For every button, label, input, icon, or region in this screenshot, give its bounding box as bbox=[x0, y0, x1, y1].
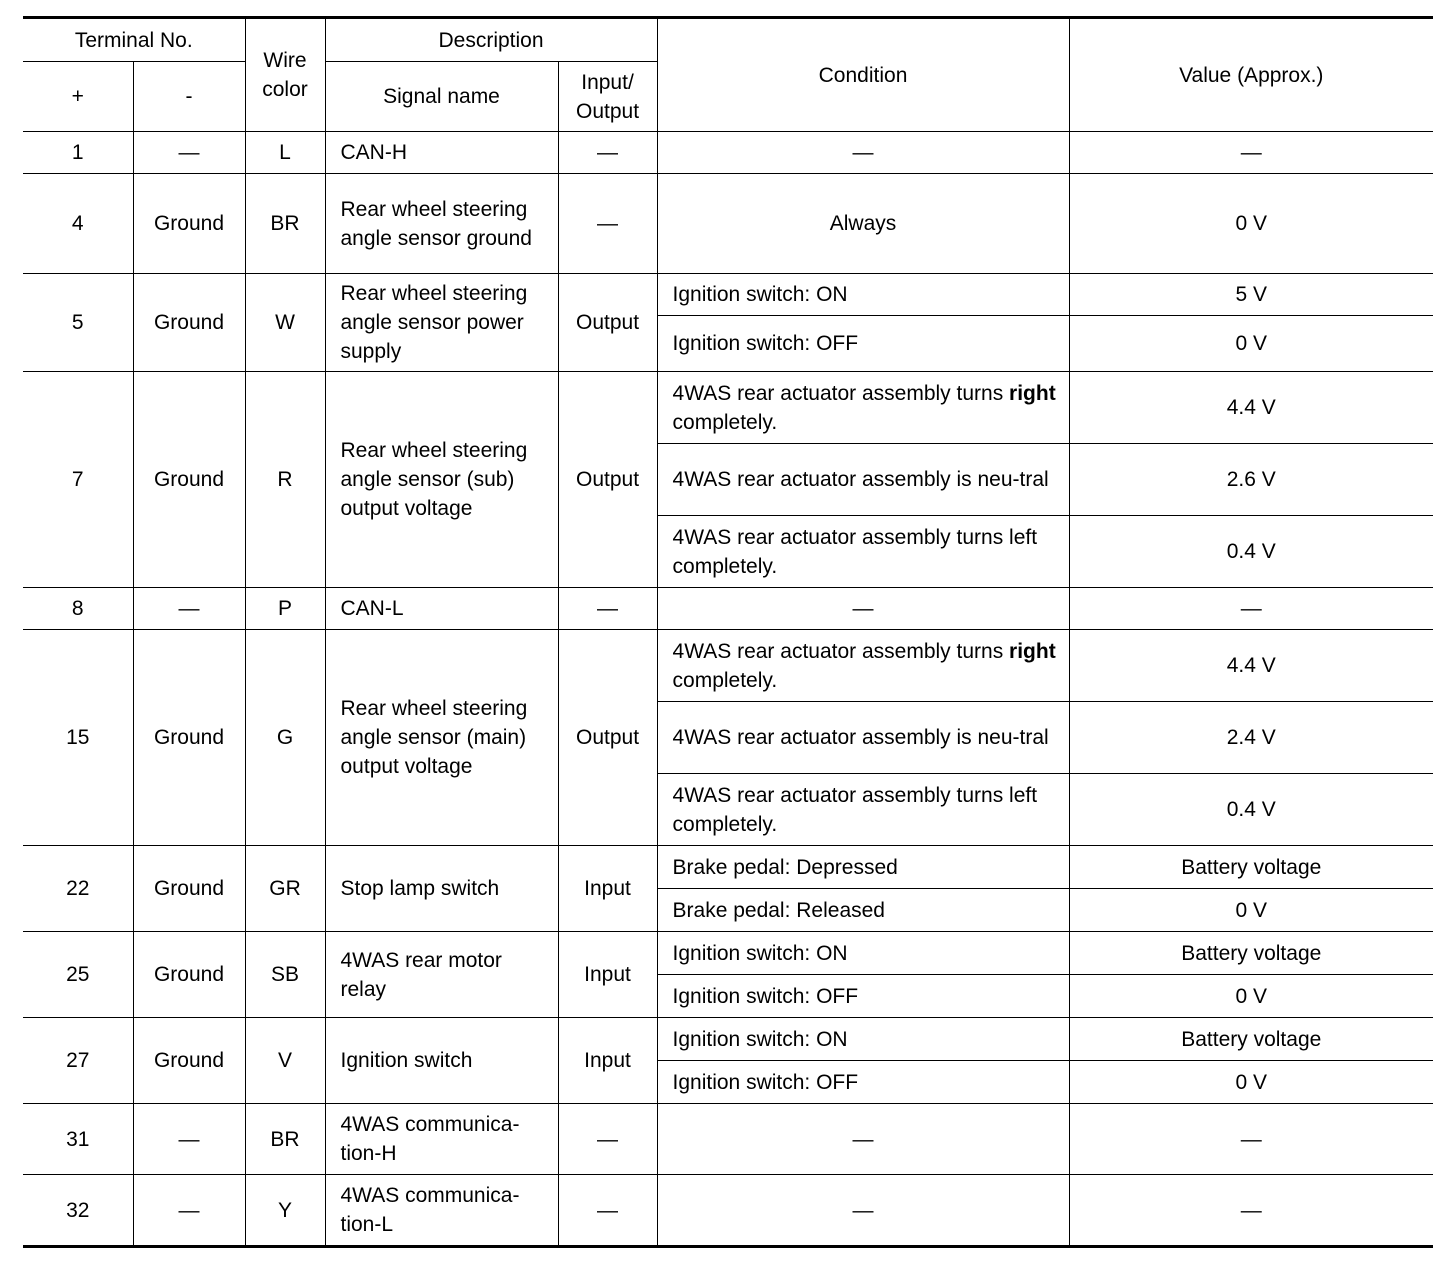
signal-name: Ignition switch bbox=[325, 1018, 558, 1104]
terminal-plus: 25 bbox=[23, 932, 133, 1018]
condition: — bbox=[657, 132, 1069, 174]
wire-color: G bbox=[245, 630, 325, 846]
table-header bbox=[23, 18, 1433, 132]
condition: 4WAS rear actuator assembly turns left completely. bbox=[657, 516, 1069, 588]
value: Battery voltage bbox=[1069, 1018, 1433, 1061]
condition: — bbox=[657, 588, 1069, 630]
table-row bbox=[23, 1104, 1433, 1175]
condition: Ignition switch: ON bbox=[657, 274, 1069, 316]
input-output: — bbox=[558, 1104, 657, 1175]
condition: Ignition switch: OFF bbox=[657, 1061, 1069, 1104]
terminal-minus: Ground bbox=[133, 1018, 245, 1104]
value: 4.4 V bbox=[1069, 372, 1433, 444]
value: 0 V bbox=[1069, 1061, 1433, 1104]
terminal-minus: Ground bbox=[133, 846, 245, 932]
condition: Ignition switch: ON bbox=[657, 932, 1069, 975]
wire-color: V bbox=[245, 1018, 325, 1104]
signal-name: 4WAS rear motor relay bbox=[325, 932, 558, 1018]
condition: Ignition switch: OFF bbox=[657, 975, 1069, 1018]
wire-color: SB bbox=[245, 932, 325, 1018]
wire-color: L bbox=[245, 132, 325, 174]
terminal-minus: — bbox=[133, 132, 245, 174]
input-output: — bbox=[558, 132, 657, 174]
condition: Ignition switch: OFF bbox=[657, 316, 1069, 372]
table-row bbox=[23, 1175, 1433, 1247]
value: Battery voltage bbox=[1069, 932, 1433, 975]
condition: Brake pedal: Depressed bbox=[657, 846, 1069, 889]
wire-color: BR bbox=[245, 174, 325, 274]
condition: 4WAS rear actuator assembly is neu-tral bbox=[657, 702, 1069, 774]
value: 2.6 V bbox=[1069, 444, 1433, 516]
wire-color: BR bbox=[245, 1104, 325, 1175]
input-output: Output bbox=[558, 630, 657, 846]
terminal-plus: 5 bbox=[23, 274, 133, 372]
terminal-plus: 1 bbox=[23, 132, 133, 174]
terminal-minus: Ground bbox=[133, 174, 245, 274]
header-wire-color: Wire color bbox=[245, 18, 325, 132]
input-output: Input bbox=[558, 1018, 657, 1104]
header-input-output: Input/ Output bbox=[558, 62, 657, 132]
input-output: Output bbox=[558, 372, 657, 588]
wire-color: Y bbox=[245, 1175, 325, 1247]
header-condition: Condition bbox=[657, 18, 1069, 132]
terminal-plus: 15 bbox=[23, 630, 133, 846]
value: 2.4 V bbox=[1069, 702, 1433, 774]
wire-color: GR bbox=[245, 846, 325, 932]
input-output: Input bbox=[558, 932, 657, 1018]
terminal-minus: Ground bbox=[133, 630, 245, 846]
terminal-plus: 27 bbox=[23, 1018, 133, 1104]
header-minus: - bbox=[133, 62, 245, 132]
signal-name: Rear wheel steering angle sensor (sub) output voltage bbox=[325, 372, 558, 588]
condition: — bbox=[657, 1175, 1069, 1247]
value: 0 V bbox=[1069, 174, 1433, 274]
signal-name: Stop lamp switch bbox=[325, 846, 558, 932]
value: Battery voltage bbox=[1069, 846, 1433, 889]
table-row bbox=[23, 630, 1433, 702]
wire-color: W bbox=[245, 274, 325, 372]
terminal-plus: 31 bbox=[23, 1104, 133, 1175]
table-row bbox=[23, 174, 1433, 274]
value: 0.4 V bbox=[1069, 516, 1433, 588]
condition: Always bbox=[657, 174, 1069, 274]
table-row bbox=[23, 132, 1433, 174]
table-row bbox=[23, 932, 1433, 975]
header-value: Value (Approx.) bbox=[1069, 18, 1433, 132]
value: — bbox=[1069, 1175, 1433, 1247]
value: — bbox=[1069, 132, 1433, 174]
terminal-plus: 22 bbox=[23, 846, 133, 932]
signal-name: Rear wheel steering angle sensor ground bbox=[325, 174, 558, 274]
condition: 4WAS rear actuator assembly turns right completely. bbox=[657, 630, 1069, 702]
header-plus: + bbox=[23, 62, 133, 132]
terminal-table bbox=[23, 16, 1433, 1248]
header-description: Description bbox=[325, 18, 657, 62]
condition: 4WAS rear actuator assembly is neu-tral bbox=[657, 444, 1069, 516]
signal-name: 4WAS communica-tion-L bbox=[325, 1175, 558, 1247]
condition: — bbox=[657, 1104, 1069, 1175]
terminal-minus: Ground bbox=[133, 274, 245, 372]
signal-name: CAN-H bbox=[325, 132, 558, 174]
input-output: Output bbox=[558, 274, 657, 372]
terminal-minus: Ground bbox=[133, 932, 245, 1018]
condition: Ignition switch: ON bbox=[657, 1018, 1069, 1061]
input-output: Input bbox=[558, 846, 657, 932]
condition: 4WAS rear actuator assembly turns left completely. bbox=[657, 774, 1069, 846]
wire-color: P bbox=[245, 588, 325, 630]
value: — bbox=[1069, 1104, 1433, 1175]
condition: Brake pedal: Released bbox=[657, 889, 1069, 932]
terminal-minus: — bbox=[133, 588, 245, 630]
value: 0 V bbox=[1069, 316, 1433, 372]
value: 0.4 V bbox=[1069, 774, 1433, 846]
input-output: — bbox=[558, 174, 657, 274]
table-row bbox=[23, 846, 1433, 889]
wire-color: R bbox=[245, 372, 325, 588]
terminal-plus: 4 bbox=[23, 174, 133, 274]
terminal-minus: Ground bbox=[133, 372, 245, 588]
header-signal-name: Signal name bbox=[325, 62, 558, 132]
condition: 4WAS rear actuator assembly turns right completely. bbox=[657, 372, 1069, 444]
input-output: — bbox=[558, 588, 657, 630]
table-row bbox=[23, 372, 1433, 444]
signal-name: Rear wheel steering angle sensor power supply bbox=[325, 274, 558, 372]
value: 4.4 V bbox=[1069, 630, 1433, 702]
terminal-plus: 32 bbox=[23, 1175, 133, 1247]
value: 0 V bbox=[1069, 889, 1433, 932]
signal-name: 4WAS communica-tion-H bbox=[325, 1104, 558, 1175]
table-row bbox=[23, 1018, 1433, 1061]
input-output: — bbox=[558, 1175, 657, 1247]
terminal-minus: — bbox=[133, 1175, 245, 1247]
value: 5 V bbox=[1069, 274, 1433, 316]
terminal-plus: 7 bbox=[23, 372, 133, 588]
value: 0 V bbox=[1069, 975, 1433, 1018]
signal-name: CAN-L bbox=[325, 588, 558, 630]
signal-name: Rear wheel steering angle sensor (main) output voltage bbox=[325, 630, 558, 846]
terminal-minus: — bbox=[133, 1104, 245, 1175]
value: — bbox=[1069, 588, 1433, 630]
header-terminal-no: Terminal No. bbox=[23, 18, 245, 62]
terminal-plus: 8 bbox=[23, 588, 133, 630]
table-row bbox=[23, 274, 1433, 316]
table-row bbox=[23, 588, 1433, 630]
